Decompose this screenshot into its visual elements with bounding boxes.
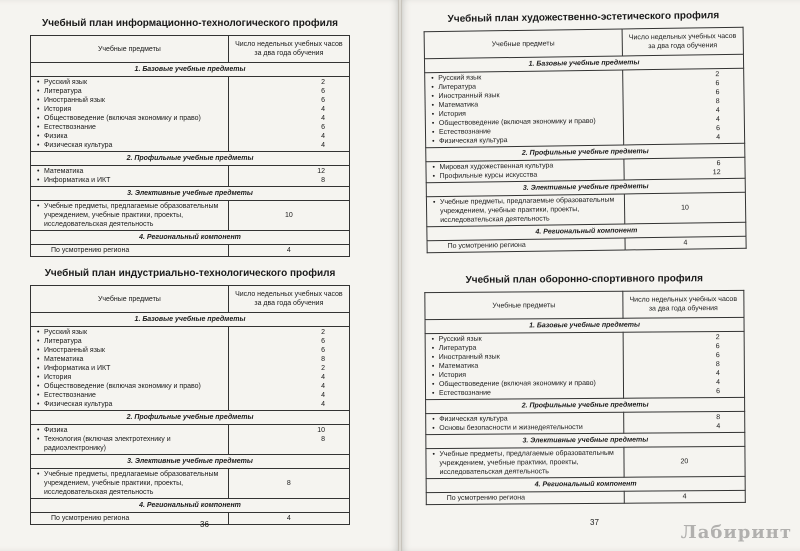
plan-info-tech [30,18,350,257]
section-profile: 2. Профильные учебные предметы [426,397,745,413]
hours-list [623,331,745,398]
subject-item: • История [439,108,620,120]
hours-value: 4 [715,370,720,378]
elective-bullets [429,449,620,477]
hours-value: 2 [321,329,325,336]
hours-value: 12 [712,169,721,177]
subject-item: • Математика [44,167,225,176]
column-header-hours: Число недельных учебных часов за два года обучения [228,36,349,63]
section-elective: 3. Элективные учебные предметы [31,455,350,469]
regional-row [426,490,745,504]
section-regional: 4. Региональный компонент [427,222,746,240]
subject-item: • Русский язык [438,72,619,84]
table-header-row [31,286,350,313]
elective-cell [31,469,229,499]
subject-item: • История [439,370,620,380]
section-row [31,152,350,166]
hours-list [624,157,746,180]
hours-value: 2 [715,71,720,79]
subject-item: • Литература [44,337,225,346]
hours-value: 6 [716,125,721,133]
regional-row [31,513,350,525]
elective-text: • Учебные предметы, предлагаемые образовательным учреждением, учебные практики, проекты, исследовательская деятельность [44,470,225,497]
subject-bullets [34,426,225,453]
plan-table [424,290,745,505]
subject-item: • Естествознание [439,388,620,398]
section-base: 1. Базовые учебные предметы [424,54,743,72]
hours-value: 4 [715,116,720,124]
hours-value: 6 [715,343,720,351]
subject-bullets [429,414,620,433]
section-regional: 4. Региональный компонент [426,476,745,492]
hours-value: 6 [321,347,325,354]
plan-title: Учебный план информационно-технологического профиля [41,18,339,29]
subject-item: • История [44,105,225,114]
elective-row [426,446,745,478]
elective-cell [426,194,624,227]
subject-bullets [429,161,620,182]
hours-value: 8 [715,98,720,106]
subject-list [31,327,229,411]
subject-item: • Естествознание [44,123,225,132]
elective-row [31,201,350,231]
hours-value: 4 [321,142,325,149]
hours-value: 10 [317,427,325,434]
hours-value: 6 [321,88,325,95]
hours-list [228,77,349,152]
subject-item: • Информатика и ИКТ [44,364,225,373]
section-base: 1. Базовые учебные предметы [31,63,350,77]
regional-row [31,245,350,257]
hours-value: 6 [716,388,721,396]
plan-art-aesthetic [423,10,746,253]
section-row [31,411,350,425]
subject-list [426,412,624,434]
section-base: 1. Базовые учебные предметы [31,313,350,327]
subject-item: • Математика [439,99,620,111]
subject-list [426,159,624,183]
hours-value: 6 [321,338,325,345]
table-header-row [31,36,350,63]
subject-item: • Основы безопасности и жизнедеятельности [439,423,620,433]
column-header-subjects: Учебные предметы [424,29,622,59]
plan-table [424,27,747,253]
hours-value: 12 [317,168,325,175]
elective-bullets [430,196,621,226]
column-header-subjects: Учебные предметы [425,291,623,319]
subject-item: • Иностранный язык [44,96,225,105]
watermark-logo: Лабиринт [680,522,792,543]
subject-list-row [426,411,745,434]
section-profile: 2. Профильные учебные предметы [426,143,745,161]
subject-list-row [31,425,350,455]
section-base: 1. Базовые учебные предметы [425,317,744,333]
section-elective: 3. Элективные учебные предметы [31,187,350,201]
subject-item: • Обществоведение (включая экономику и право) [44,382,225,391]
hours-value: 4 [321,392,325,399]
subject-item: • Физическая культура [44,141,225,150]
hours-value: 4 [716,134,721,142]
section-row [31,313,350,327]
subject-list [425,332,623,399]
elective-row [31,469,350,499]
subject-item: • Математика [439,361,620,371]
subject-item: • Физика [44,426,225,435]
subject-item: • Информатика и ИКТ [44,176,225,185]
subject-item: • Обществоведение (включая экономику и право) [44,114,225,123]
plan-defense-sport [424,273,746,505]
column-header-hours: Число недельных учебных часов за два года обучения [623,290,744,318]
subject-list-row [31,166,350,187]
hours-list [623,411,744,433]
hours-list [228,166,349,187]
hours-value: 2 [321,365,325,372]
hours-value: 8 [715,361,720,369]
subject-list [425,70,624,148]
page-number-right: 37 [590,518,599,527]
hours-value: 8 [321,436,325,443]
subject-list-row [425,68,745,147]
hours-value: 8 [321,177,325,184]
section-regional: 4. Региональный компонент [31,499,350,513]
regional-hours: 4 [625,236,746,250]
subject-item: • Физическая культура [439,414,620,424]
hours-value: 6 [715,89,720,97]
subject-item: • Обществоведение (включая экономику и право) [439,117,620,129]
hours-value: 4 [321,383,325,390]
hours-value: 4 [715,107,720,115]
hours-value: 6 [715,80,720,88]
page-number-left: 36 [200,520,209,529]
elective-text: • Учебные предметы, предлагаемые образовательным учреждением, учебные практики, проекты, исследовательская деятельность [44,202,225,229]
column-header-hours: Число недельных учебных часов за два года обучения [228,286,349,313]
subject-list [31,425,229,455]
hours-value: 2 [321,79,325,86]
hours-list [228,425,349,455]
subject-item: • Физика [44,132,225,141]
section-profile: 2. Профильные учебные предметы [31,152,350,166]
column-header-subjects: Учебные предметы [31,286,229,313]
subject-bullets [34,78,225,150]
subject-item: • Иностранный язык [438,90,619,102]
section-profile: 2. Профильные учебные предметы [31,411,350,425]
hours-value: 4 [716,423,721,431]
subject-item: • Иностранный язык [439,352,620,362]
subject-bullets [428,72,620,147]
book-gutter [398,0,402,551]
subject-item: • Естествознание [439,126,620,138]
elective-cell [426,447,624,478]
plan-title: Учебный план художественно-эстетического профиля [447,10,720,25]
hours-value: 4 [321,374,325,381]
plan-table [30,35,350,257]
section-elective: 3. Элективные учебные предметы [426,178,745,196]
subject-list-row [425,331,744,399]
elective-hours: 20 [624,446,745,477]
table-header-row [425,290,744,319]
section-row [31,187,350,201]
subject-item: • Иностранный язык [44,346,225,355]
section-regional: 4. Региональный компонент [31,231,350,245]
subject-item: • Мировая художественная культура [439,161,620,173]
subject-item: • Литература [439,343,620,353]
subject-item: • Русский язык [44,78,225,87]
elective-hours: 8 [228,469,349,499]
regional-hours: 4 [228,513,349,525]
subject-item: • Профильные курсы искусства [440,170,621,182]
column-header-hours: Число недельных учебных часов за два года обучения [622,27,744,56]
column-header-subjects: Учебные предметы [31,36,229,63]
subject-item: • Естествознание [44,391,225,400]
subject-item: • Литература [44,87,225,96]
elective-bullets [34,470,225,497]
hours-value: 6 [321,124,325,131]
hours-value: 4 [321,106,325,113]
hours-value: 4 [321,115,325,122]
subject-item: • История [44,373,225,382]
hours-value: 6 [321,97,325,104]
hours-value: 4 [321,401,325,408]
subject-bullets [34,167,225,185]
plan-table [30,285,350,525]
subject-list-row [31,77,350,152]
subject-item: • Физическая культура [439,135,620,147]
subject-item: • Математика [44,355,225,364]
subject-bullets [34,328,225,409]
elective-hours: 10 [624,192,746,224]
hours-list [228,327,349,411]
elective-text: • Учебные предметы, предлагаемые образовательным учреждением, учебные практики, проекты, исследовательская деятельность [439,449,620,477]
plan-title: Учебный план индустриально-технологического профиля [44,268,336,279]
hours-value: 8 [321,356,325,363]
elective-row [426,192,745,226]
plan-industrial-tech [30,268,350,525]
hours-value: 6 [715,352,720,360]
plan-title: Учебный план оборонно-спортивного профиля [465,273,703,286]
subject-item: • Обществоведение (включая экономику и право) [439,379,620,389]
elective-hours: 10 [228,201,349,231]
subject-item: • Физическая культура [44,400,225,409]
section-row [31,455,350,469]
subject-item: • Литература [438,81,619,93]
regional-text: По усмотрению региона [31,245,229,257]
subject-list [31,166,229,187]
hours-value: 2 [715,334,720,342]
regional-hours: 4 [228,245,349,257]
elective-text: • Учебные предметы, предлагаемые образовательным учреждением, учебные практики, проекты, исследовательская деятельность [440,196,621,226]
elective-cell [31,201,229,231]
hours-value: 8 [716,414,721,422]
hours-list [622,68,744,145]
regional-text: По усмотрению региона [427,238,625,253]
hours-value: 6 [716,160,721,168]
regional-hours: 4 [624,490,745,503]
regional-text: По усмотрению региона [31,513,229,525]
subject-list-row [31,327,350,411]
subject-bullets [429,334,620,398]
section-row [31,63,350,77]
subject-item: • Русский язык [44,328,225,337]
section-row [31,499,350,513]
subject-item: • Русский язык [439,334,620,344]
subject-list [31,77,229,152]
section-elective: 3. Элективные учебные предметы [426,432,745,448]
elective-bullets [34,202,225,229]
regional-text: По усмотрению региона [426,491,624,504]
subject-item: • Технология (включая электротехнику и радиоэлектронику) [44,435,225,453]
hours-value: 4 [716,379,720,387]
section-row [31,231,350,245]
hours-value: 4 [321,133,325,140]
